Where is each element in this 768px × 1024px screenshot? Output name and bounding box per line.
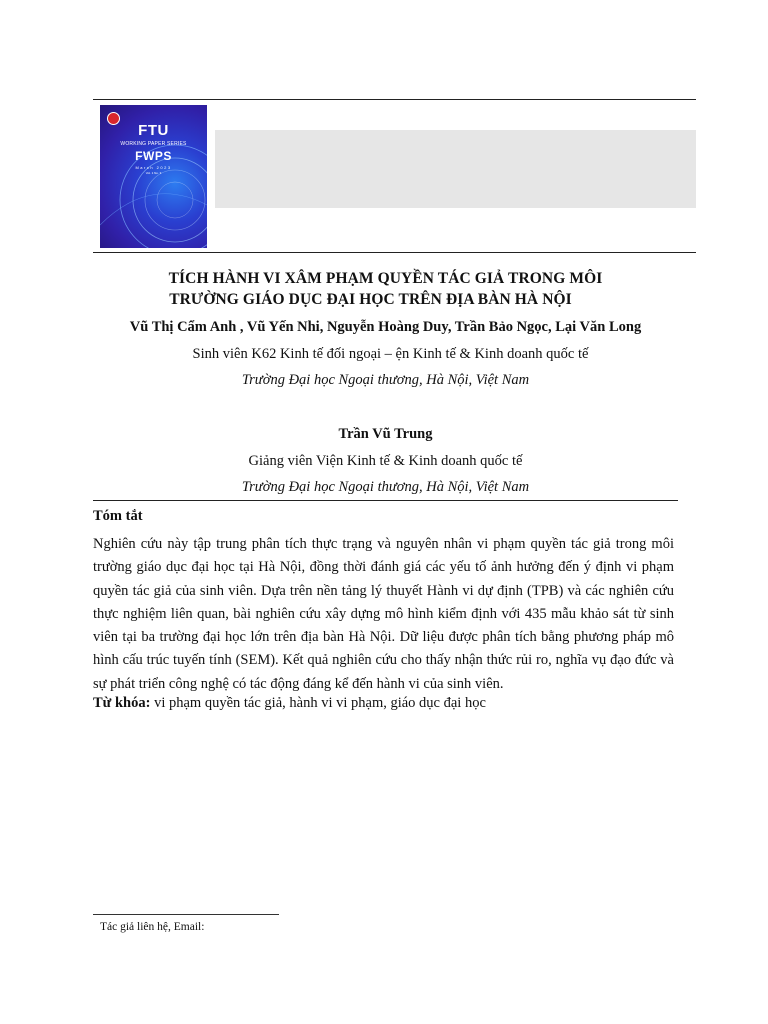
paper-title-line-2: TRƯỜNG GIÁO DỤC ĐẠI HỌC TRÊN ĐỊA BÀN HÀ NỘI [169,291,572,308]
author-university: Trường Đại học Ngoại thương, Hà Nội, Việt Nam [241,372,530,388]
supervisor-affiliation: Giảng viên Viện Kinh tế & Kinh doanh quốc tế [248,453,523,469]
abstract-heading: Tóm tắt [93,508,143,524]
header-banner-placeholder [215,130,696,208]
keywords-line [93,695,486,712]
journal-cover-image [100,105,207,248]
footnote-text: Tác giả liên hệ, Email: [100,921,205,933]
header-top-rule [93,99,696,100]
paper-title-line-1: TÍCH HÀNH VI XÂM PHẠM QUYỀN TÁC GIẢ TRONG MÔI [168,270,603,287]
abstract-top-rule [93,500,678,501]
header-bottom-rule [93,252,696,253]
keywords-value: vi phạm quyền tác giả, hành vi vi phạm, giáo dục đại học [150,695,486,711]
keywords-label: Từ khóa: [93,695,151,711]
cover-code: FWPS [135,149,172,163]
cover-series-name: FTU [138,122,169,139]
supervisor-university: Trường Đại học Ngoại thương, Hà Nội, Việt Nam [241,479,530,495]
supervisor-name: Trần Vũ Trung [338,426,433,442]
cover-date: March 2023 [135,165,172,170]
footnote-rule [93,914,279,915]
cover-subtitle: WORKING PAPER SERIES [120,141,187,147]
author-list: Vũ Thị Cẩm Anh , Vũ Yến Nhi, Nguyễn Hoàng Duy, Trần Bảo Ngọc, Lại Văn Long [129,319,642,335]
abstract-text: Nghiên cứu này tập trung phân tích thực trạng và nguyên nhân vi phạm quyền tác giả trong môi trường giáo dục đại học tại Hà Nội, đồng thời đánh giá các yếu tố ảnh hưởng đến ý định vi phạm quyền tác giả của sinh viên. Dựa trên nền tảng lý thuyết Hành vi dự định (TPB) và các nghiên cứu thực nghiệm liên quan, bài nghiên cứu xây dựng mô hình kiểm định với 435 mẫu khảo sát từ sinh viên tại ba trường đại học lớn trên địa bàn Hà Nội. Dữ liệu được phân tích bằng phương pháp mô hình cấu trúc tuyến tính (SEM). Kết quả nghiên cứu cho thấy nhận thức rủi ro, nghĩa vụ đạo đức và sự phát triển công nghệ có tác động đáng kể đến hành vi của sinh viên. [93,536,674,692]
author-affiliation: Sinh viên K62 Kinh tế đối ngoại – ện Kinh tế & Kinh doanh quốc tế [192,346,589,362]
cover-volume: Vol. 1 No. 3 [145,171,162,175]
